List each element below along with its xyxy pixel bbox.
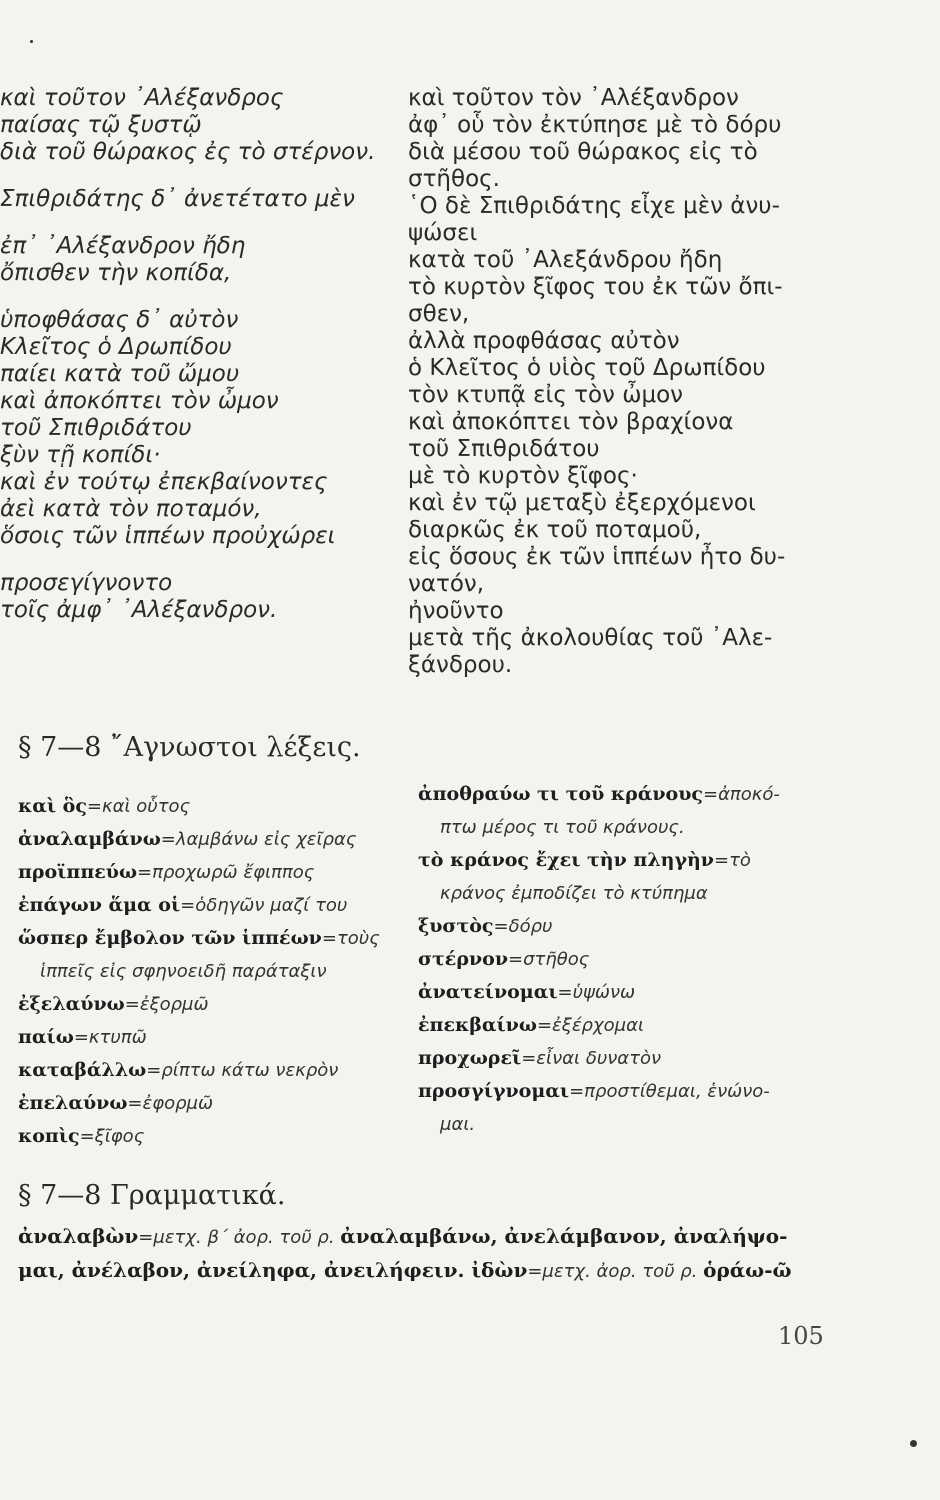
- vocab-term: ἐπελαύνω: [18, 1092, 128, 1114]
- vocabulary-heading: § 7—8 ῎Αγνωστοι λέξεις.: [18, 732, 361, 763]
- translation-line: ξάνδρου.: [408, 652, 513, 678]
- vocab-entry-continuation: [18, 955, 403, 988]
- vocab-entry: [18, 922, 403, 955]
- vocab-entry: [418, 976, 818, 1009]
- ancient-text-line: παίει κατὰ τοῦ ὤμου: [0, 361, 240, 387]
- vocab-entry: [18, 1120, 403, 1153]
- vocab-definition: =καὶ οὗτος: [86, 796, 191, 817]
- translation-line: ἀλλὰ προφθάσας αὐτὸν: [408, 328, 680, 354]
- ancient-text-line: διὰ τοῦ θώρακος ἐς τὸ στέρνον.: [0, 139, 376, 165]
- ancient-text-line: προσεγίγνοντο: [0, 570, 173, 596]
- line-gap: [0, 213, 395, 233]
- translation-line: καὶ ἀποκόπτει τὸν βραχίονα: [408, 409, 734, 435]
- vocab-definition: =εἶναι δυνατὸν: [521, 1048, 662, 1069]
- vocab-term: ὥσπερ ἔμβολον τῶν ἱππέων: [18, 927, 322, 949]
- grammar-line: [18, 1254, 833, 1288]
- grammar-note: =μετχ. β´ ἀορ. τοῦ ρ.: [138, 1227, 341, 1248]
- vocab-term: ξυστὸς: [418, 915, 494, 937]
- ancient-text-line: ὄπισθεν τὴν κοπίδα,: [0, 260, 232, 286]
- line-gap: [0, 166, 395, 186]
- vocab-definition: =ξῖφος: [79, 1126, 145, 1147]
- translation-column: [408, 85, 818, 679]
- vocab-entry: [418, 1075, 818, 1108]
- vocab-entry-continuation: [418, 1108, 818, 1141]
- vocab-term: ἐπάγων ἅμα οἱ: [18, 894, 181, 916]
- vocab-entry: [18, 1087, 403, 1120]
- vocab-term: προχωρεῖ: [418, 1047, 522, 1069]
- grammar-form: ὁράω-ῶ: [703, 1258, 792, 1282]
- ancient-text-line: ξὺν τῇ κοπίδι·: [0, 442, 161, 468]
- vocab-definition: μαι.: [440, 1114, 476, 1135]
- page-number: 105: [778, 1322, 824, 1350]
- translation-line: νατόν,: [408, 571, 485, 597]
- vocab-entry: [418, 910, 818, 943]
- translation-line: ψώσει: [408, 220, 478, 246]
- vocab-entry: [418, 1009, 818, 1042]
- vocab-term: καταβάλλω: [18, 1059, 147, 1081]
- vocab-definition: =ρίπτω κάτω νεκρὸν: [146, 1060, 339, 1081]
- ancient-text-line: Σπιθριδάτης δ᾿ ἀνετέτατο μὲν: [0, 186, 355, 212]
- vocab-entry: [18, 823, 403, 856]
- vocab-definition: =προχωρῶ ἔφιππος: [137, 862, 315, 883]
- grammar-form: ἀναλαβὼν: [18, 1224, 139, 1248]
- scan-speck: [910, 1440, 917, 1447]
- vocab-entry-continuation: [418, 877, 818, 910]
- vocab-term: ἀνατείνομαι: [418, 981, 558, 1003]
- vocab-definition: κράνος ἐμποδίζει τὸ κτύπημα: [440, 883, 708, 904]
- vocab-entry: [18, 1021, 403, 1054]
- translation-line: ὁ Κλεῖτος ὁ υἱὸς τοῦ Δρωπίδου: [408, 355, 766, 381]
- translation-line: διαρκῶς ἐκ τοῦ ποταμοῦ,: [408, 517, 702, 543]
- ancient-text-column: [0, 85, 395, 624]
- grammar-note: =μετχ. ἀορ. τοῦ ρ.: [527, 1261, 704, 1282]
- vocab-entry: [18, 1054, 403, 1087]
- vocab-definition: =ἐξορμῶ: [124, 994, 209, 1015]
- vocab-entry: [418, 1042, 818, 1075]
- translation-line: ἠνοῦντο: [408, 598, 504, 624]
- translation-line: στῆθος.: [408, 166, 500, 192]
- translation-line: ῾Ο δὲ Σπιθριδάτης εἶχε μὲν ἀνυ-: [408, 193, 780, 219]
- ancient-text-line: καὶ ἀποκόπτει τὸν ὦμον: [0, 388, 279, 414]
- translation-line: μὲ τὸ κυρτὸν ξῖφος·: [408, 463, 638, 489]
- vocab-term: ἀποθραύω τι τοῦ κράνους: [418, 783, 703, 805]
- vocab-term: κοπὶς: [18, 1125, 80, 1147]
- vocabulary-right-list: [418, 778, 818, 1141]
- vocab-definition: =ἐφορμῶ: [127, 1093, 214, 1114]
- vocab-definition: =κτυπῶ: [73, 1027, 147, 1048]
- vocabulary-left-list: [18, 790, 403, 1153]
- ancient-text-line: παίσας τῷ ξυστῷ: [0, 112, 202, 138]
- grammar-line: [18, 1220, 833, 1254]
- vocab-term: ἐπεκβαίνω: [418, 1014, 537, 1036]
- vocab-entry: [418, 943, 818, 976]
- vocab-term: προϊππεύω: [18, 861, 138, 883]
- ancient-text-line: ὑποφθάσας δ᾿ αὐτὸν: [0, 307, 239, 333]
- ancient-text-line: Κλεῖτος ὁ Δρωπίδου: [0, 334, 232, 360]
- vocab-definition: =ἐξέρχομαι: [536, 1015, 645, 1036]
- vocab-definition: =λαμβάνω εἰς χεῖρας: [160, 829, 357, 850]
- translation-line: εἰς ὅσους ἐκ τῶν ἱππέων ἦτο δυ-: [408, 544, 786, 570]
- ancient-text-line: ἀεὶ κατὰ τὸν ποταμόν,: [0, 496, 262, 522]
- translation-line: καὶ τοῦτον τὸν ᾿Αλέξανδρον: [408, 85, 739, 111]
- vocab-entry: [18, 790, 403, 823]
- ancient-text-line: καὶ ἐν τούτῳ ἐπεκβαίνοντες: [0, 469, 328, 495]
- translation-line: ἀφ᾿ οὗ τὸν ἐκτύπησε μὲ τὸ δόρυ: [408, 112, 782, 138]
- vocab-definition: =ἀποκό-: [702, 784, 780, 805]
- vocab-definition: πτω μέρος τι τοῦ κράνους.: [440, 817, 685, 838]
- vocab-entry: [18, 988, 403, 1021]
- scan-speck: [30, 40, 33, 43]
- vocab-definition: ἱππεῖς εἰς σφηνοειδῆ παράταξιν: [40, 961, 327, 982]
- translation-line: τὸ κυρτὸν ξῖφος του ἐκ τῶν ὄπι-: [408, 274, 783, 300]
- translation-line: μετὰ τῆς ἀκολουθίας τοῦ ᾿Αλε-: [408, 625, 773, 651]
- translation-line: διὰ μέσου τοῦ θώρακος εἰς τὸ: [408, 139, 758, 165]
- vocab-term: ἀναλαμβάνω: [18, 828, 161, 850]
- vocab-definition: =προστίθεμαι, ἑνώνο-: [569, 1081, 770, 1102]
- vocab-term: ἐξελαύνω: [18, 993, 125, 1015]
- vocab-definition: =τὸ: [714, 850, 751, 871]
- grammar-form: ἀναλαμβάνω, ἀνελάμβανον, ἀναλήψο-: [340, 1224, 788, 1248]
- ancient-text-line: ὅσοις τῶν ἱππέων προὐχώρει: [0, 523, 336, 549]
- ancient-text-line: καὶ τοῦτον ᾿Αλέξανδρος: [0, 85, 284, 111]
- vocab-definition: =ὑψώνω: [557, 982, 636, 1003]
- grammar-heading: § 7—8 Γραμματικά.: [18, 1180, 286, 1211]
- vocab-term: παίω: [18, 1026, 74, 1048]
- ancient-text-line: τοῖς ἀμφ᾿ ᾿Αλέξανδρον.: [0, 597, 278, 623]
- vocab-definition: =ὁδηγῶν μαζί του: [180, 895, 348, 916]
- vocab-entry: [18, 856, 403, 889]
- vocab-entry: [418, 844, 818, 877]
- translation-line: τὸν κτυπᾷ εἰς τὸν ὦμον: [408, 382, 684, 408]
- vocab-term: καὶ ὃς: [18, 795, 87, 817]
- vocab-definition: =στῆθος: [508, 949, 590, 970]
- line-gap: [0, 287, 395, 307]
- vocab-entry-continuation: [418, 811, 818, 844]
- grammar-form: μαι, ἀνέλαβον, ἀνείληφα, ἀνειλήφειν. ἰδὼν: [18, 1258, 528, 1282]
- vocab-definition: =τοὺς: [321, 928, 380, 949]
- vocab-term: στέρνον: [418, 948, 509, 970]
- line-gap: [0, 550, 395, 570]
- translation-line: τοῦ Σπιθριδάτου: [408, 436, 600, 462]
- vocab-entry: [418, 778, 818, 811]
- translation-line: κατὰ τοῦ ᾿Αλεξάνδρου ἤδη: [408, 247, 723, 273]
- vocab-entry: [18, 889, 403, 922]
- translation-line: καὶ ἐν τῷ μεταξὺ ἐξερχόμενοι: [408, 490, 756, 516]
- grammar-text: [18, 1220, 833, 1288]
- translation-line: σθεν,: [408, 301, 470, 327]
- vocab-definition: =δόρυ: [493, 916, 553, 937]
- ancient-text-line: ἐπ᾿ ᾿Αλέξανδρον ἤδη: [0, 233, 246, 259]
- ancient-text-line: τοῦ Σπιθριδάτου: [0, 415, 192, 441]
- vocab-term: προσγίγνομαι: [418, 1080, 570, 1102]
- vocab-term: τὸ κράνος ἔχει τὴν πληγὴν: [418, 849, 714, 871]
